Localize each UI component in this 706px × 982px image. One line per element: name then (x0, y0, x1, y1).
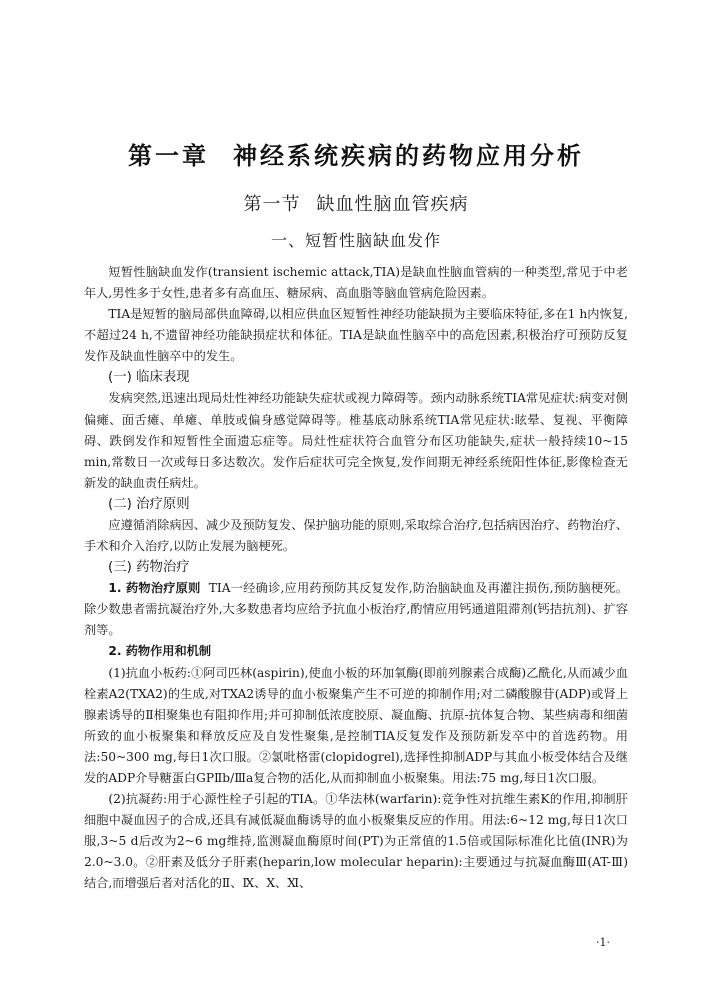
page-number: ·1· (596, 936, 610, 949)
clinical-paragraph: 发病突然,迅速出现局灶性神经功能缺失症状或视力障碍等。颈内动脉系统TIA常见症状:病变对侧偏瘫、面舌瘫、单瘫、单肢或偏身感觉障碍等。椎基底动脉系统TIA常见症状:眩晕、复视、平衡障碍、跌倒发作和短暂性全面遗忘症等。局灶性症状符合血管分布区功能缺失,症状一般持续10~15 min,常数日一次或每日多达数次。发作后症状可完全恢复,发作间期无神经系统阳性体征,影像检查无新发的缺血责任病灶。 (84, 391, 628, 490)
drug-principle-lead: 1. 药物治疗原则 (108, 581, 201, 596)
anticoagulant-paragraph: (2)抗凝药:用于心源性栓子引起的TIA。①华法林(warfarin):竞争性对抗维生素K的作用,抑制肝细胞中凝血因子的合成,还具有减低凝血酶诱导的血小板聚集反应的作用。用法:6~12 mg,每日1次口服,3~5 d后改为2~6 mg维持,监测凝血酶原时间(PT)为正常值的1.5倍或国际标准化比值(INR)为2.0~3.0。②肝素及低分子肝素(heparin,low molecular heparin):主要通过与抗凝血酶Ⅲ(AT-Ⅲ)结合,而增强后者对活化的Ⅱ、Ⅸ、Ⅹ、Ⅺ、 (84, 792, 628, 891)
chapter-title (84, 136, 628, 171)
heading-clinical: (一) 临床表现 (108, 370, 190, 386)
heading-principle: (二) 治疗原则 (108, 496, 190, 512)
drug-mechanism-heading (84, 641, 628, 662)
subsection-title: 一、短暂性脑缺血发作 (270, 231, 441, 250)
drug-principle-paragraph (84, 578, 628, 641)
antiplatelet-paragraph: (1)抗血小板药:①阿司匹林(aspirin),使血小板的环加氧酶(即前列腺素合成酶)乙酰化,从而减少血栓素A2(TXA2)的生成,对TXA2诱导的血小板聚集产生不可逆的抑制作用;对二磷酸腺苷(ADP)或肾上腺素诱导的Ⅱ相聚集也有阻抑作用;并可抑制低浓度胶原、凝血酶、抗原-抗体复合物、某些病毒和细菌所致的血小板聚集和释放反应及自发性聚集,是控制TIA反复发作及预防新发卒中的首选药物。用法:50~300 mg,每日1次口服。②氯吡格雷(clopidogrel),选择性抑制ADP与其血小板受体结合及继发的ADP介导糖蛋白GPⅡb/Ⅲa复合物的活化,从而抑制血小板聚集。用法:75 mg,每日1次口服。 (84, 665, 628, 785)
chapter-name: 神经系统疾病的药物应用分析 (233, 141, 584, 170)
section-title (84, 190, 628, 216)
chapter-number: 第一章 (128, 141, 209, 170)
heading-drug-therapy: (三) 药物治疗 (108, 560, 190, 576)
section-number: 第一节 (243, 194, 301, 215)
intro-paragraph-1: 短暂性脑缺血发作(transient ischemic attack,TIA)是缺血性脑血管病的一种类型,常见于中老年人,男性多于女性,患者多有高血压、糖尿病、高血脂等脑血管病危险因素。 (84, 265, 628, 301)
intro-paragraph-2: TIA是短暂的脑局部供血障碍,以相应供血区短暂性神经功能缺损为主要临床特征,多在1 h内恢复,不超过24 h,不遗留神经功能缺损症状和体征。TIA是缺血性脑卒中的高危因素,积极治疗可预防反复发作及缺血性脑卒中的发生。 (84, 307, 628, 364)
drug-principle-text: TIA一经确诊,应用药预防其反复发作,防治脑缺血及再灌注损伤,预防脑梗死。除少数患者需抗凝治疗外,大多数患者均应给予抗血小板治疗,酌情应用钙通道阻滞剂(钙拮抗剂)、扩容剂等。 (84, 581, 628, 638)
drug-mechanism-lead: 2. 药物作用和机制 (108, 644, 212, 659)
body-text (84, 262, 628, 895)
section-name: 缺血性脑血管疾病 (316, 194, 469, 215)
principle-paragraph: 应遵循消除病因、减少及预防复发、保护脑功能的原则,采取综合治疗,包括病因治疗、药物治疗、手术和介入治疗,以防止发展为脑梗死。 (84, 517, 629, 554)
